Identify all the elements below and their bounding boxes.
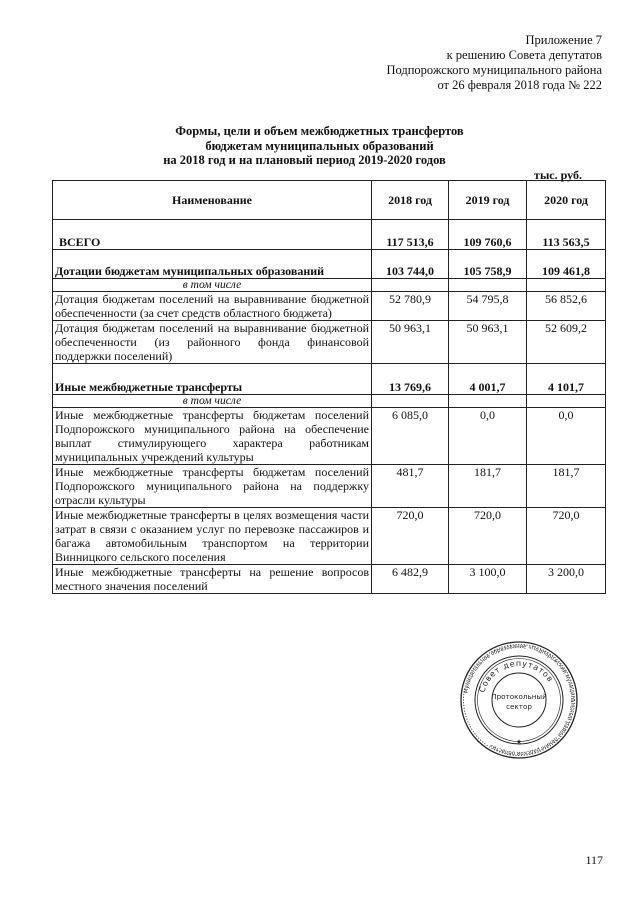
official-stamp [459,640,579,760]
row-2019: 54 795,8 [449,292,527,321]
total-2019: 109 760,6 [449,220,527,250]
dotations-2019: 105 758,9 [449,250,527,279]
stamp-inner-line-1: Протокольный [491,692,547,701]
row-name: Иные межбюджетные трансферты на решение вопросов местного значения поселений [53,565,372,594]
row-2019: 0,0 [449,408,527,465]
units-label: тыс. руб. [534,168,582,182]
row-2019: 720,0 [449,508,527,565]
dotations-name: Дотации бюджетам муниципальных образований [53,250,372,279]
title-line-3: на 2018 год и на плановый период 2019-2020 годов [163,153,446,167]
row-name: Иные межбюджетные трансферты в целях возмещения части затрат в связи с оказанием услуг по перевозке пассажиров и багажа автомобильным транспортом на территории Винницкого сельского поселения [53,508,372,565]
dotations-2020: 109 461,8 [527,250,606,279]
stamp-inner-line-2: сектор [506,702,532,711]
dotations-row [53,250,606,279]
row-2018: 720,0 [372,508,449,565]
in-that-number-row [53,279,606,292]
row-name: Дотация бюджетам поселений на выравнивание бюджетной обеспеченности (из районного фонда финансовой поддержки поселений) [53,321,372,364]
other-transfers-2019: 4 001,7 [449,364,527,395]
row-2018: 6 085,0 [372,408,449,465]
table-row [53,565,606,594]
row-2020: 56 852,6 [527,292,606,321]
row-2020: 0,0 [527,408,606,465]
row-2018: 52 780,9 [372,292,449,321]
other-transfers-2018: 13 769,6 [372,364,449,395]
document-title [0,124,639,168]
total-name: ВСЕГО [53,220,372,250]
table-header-row [53,181,606,220]
row-2019: 3 100,0 [449,565,527,594]
row-name: Иные межбюджетные трансферты бюджетам поселений Подпорожского муниципального района на поддержку отрасли культуры [53,465,372,508]
document-header [386,33,602,93]
row-2020: 181,7 [527,465,606,508]
header-line-decision: к решению Совета депутатов [446,48,602,62]
in-that-number-row [53,395,606,408]
total-2020: 113 563,5 [527,220,606,250]
table-row [53,408,606,465]
row-2020: 3 200,0 [527,565,606,594]
in-that-number-label: в том числе [53,395,372,408]
row-2018: 50 963,1 [372,321,449,364]
page-number: 117 [585,853,603,867]
dotations-2018: 103 744,0 [372,250,449,279]
row-2018: 6 482,9 [372,565,449,594]
table-row [53,321,606,364]
other-transfers-name: Иные межбюджетные трансферты [53,364,372,395]
total-row [53,220,606,250]
column-header-name: Наименование [53,181,372,220]
row-2019: 181,7 [449,465,527,508]
table-row [53,465,606,508]
total-2018: 117 513,6 [372,220,449,250]
title-line-1: Формы, цели и объем межбюджетных трансфертов [175,124,464,138]
other-transfers-2020: 4 101,7 [527,364,606,395]
header-line-date: от 26 февраля 2018 года № 222 [437,78,602,92]
other-transfers-row [53,364,606,395]
table-row [53,508,606,565]
column-header-2018: 2018 год [372,181,449,220]
column-header-2019: 2019 год [449,181,527,220]
column-header-2020: 2020 год [527,181,606,220]
stamp-outer-text: Муниципальное образование «Подпорожский муниципальный район Ленинградской области» [463,643,576,757]
row-2018: 481,7 [372,465,449,508]
title-line-2: бюджетам муниципальных образований [205,138,434,153]
table-row [53,292,606,321]
stamp-star-icon: ★ [515,738,523,746]
row-name: Иные межбюджетные трансферты бюджетам поселений Подпорожского муниципального района на обеспечение выплат стимулирующего характера работникам муниципальных учреждений культуры [53,408,372,465]
stamp-middle-text: Совет депутатов [477,658,556,694]
transfers-table [52,180,606,594]
in-that-number-label: в том числе [53,279,372,292]
row-2020: 720,0 [527,508,606,565]
row-name: Дотация бюджетам поселений на выравнивание бюджетной обеспеченности (за счет средств областного бюджета) [53,292,372,321]
row-2019: 50 963,1 [449,321,527,364]
header-line-appendix: Приложение 7 [525,33,602,47]
header-line-district: Подпорожского муниципального района [386,63,602,77]
row-2020: 52 609,2 [527,321,606,364]
